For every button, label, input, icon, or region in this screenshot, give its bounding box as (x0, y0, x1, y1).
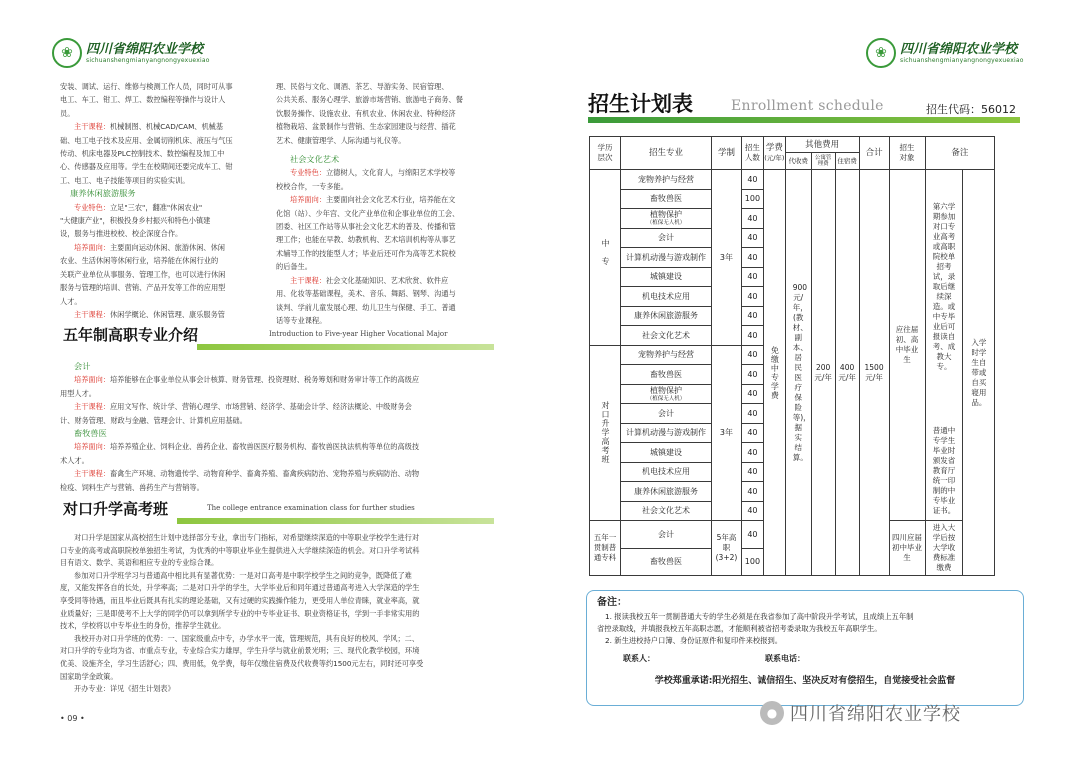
major-name: 计算机动漫与游戏制作 (626, 252, 706, 262)
labeled-line (60, 467, 498, 480)
major-cell (621, 482, 712, 502)
field-text: 社会文化基础知识、艺术欣赏、软件应 (325, 275, 449, 285)
pub-mgmt-cell (811, 170, 835, 576)
text-line: 检疫、饲料生产与营销、兽药生产与营销等。 (60, 482, 204, 492)
count-cell: 40 (741, 501, 763, 521)
school-pinyin: sichuanshengmianyangnongyexuexiao (900, 56, 1024, 64)
text-line: 开办专业：详见《招生计划表》 (74, 684, 175, 694)
major-name: 畜牧兽医 (650, 557, 682, 567)
field-label: 培养面向： (290, 195, 326, 205)
level-cell (590, 345, 621, 521)
major-cell (621, 384, 712, 404)
banner-bar (177, 518, 494, 524)
target-five-cell-text: 四川应届初中毕业生 (892, 533, 923, 562)
remark-cell (925, 170, 963, 521)
text-line: 计、财务管理、财政与金融、管理会计、计算机应用基础。 (60, 415, 247, 425)
text-line: 术辅导工作的技能型人才；毕业后还可作为高等艺术院校 (276, 248, 456, 258)
text-line: 的后备生。 (276, 262, 312, 272)
note-item: 省控录取线，并填报我校五年高职志愿，才能顺利被省招考委录取为我校五年高职学生。 (597, 624, 882, 633)
leaf-icon: ❀ (866, 38, 896, 68)
text-line: 度，又能发挥各自的长处，升学率高；二是对口升学的学生，大学毕业后和同年通过普通高考进入大学深造的学生 (60, 583, 420, 593)
text-line: 理、民俗与文化、调酒、茶艺、导游实务、民宿管理、 (276, 82, 449, 91)
major-cell (621, 521, 712, 549)
count-cell: 40 (741, 404, 763, 424)
major-name: 会计 (658, 408, 674, 418)
remark-five-cell-text: 进入大学后按大学收费标准缴费 (932, 523, 956, 572)
watermark-text: 四川省绵阳农业学校 (790, 704, 961, 725)
major-name: 畜牧兽医 (650, 194, 682, 204)
text-line: 植物栽培、盆景制作与营销、生态家园建设与经营、插花 (276, 122, 456, 132)
major-name: 会计 (658, 529, 674, 539)
text-line: 校校合作，一专多能。 (276, 181, 348, 191)
five-year-en: Introduction to Five-year Higher Vocational Major (269, 330, 448, 338)
text-line: 享受同等待遇，而且毕业后既具有扎实的理论基础，又有过硬的实践操作能力，更受用人单位青睐，就业率高，就 (60, 595, 420, 605)
major-name: 植物保护 (650, 385, 682, 395)
field-text: 立足"三农"，翻准"休闲农业" (109, 202, 203, 212)
header-duration: 学制 (712, 137, 742, 170)
major-title: 畜牧兽医 (74, 428, 107, 439)
field-label: 主干课程： (290, 275, 326, 285)
major-cell (621, 404, 712, 424)
major-name: 城镇建设 (650, 447, 682, 457)
gaokao-section (60, 532, 498, 696)
lodging-cell (835, 170, 859, 576)
text-line: 技术，学校将以中专毕业生的身份，推荐学生就业。 (60, 621, 226, 631)
labeled-line (60, 373, 498, 386)
major-cell (621, 548, 712, 576)
duration-cell: 3年 (712, 170, 742, 346)
notes-items (597, 611, 1013, 647)
major-name: 会计 (658, 233, 674, 243)
watermark (760, 700, 961, 726)
duration-cell-text: 5年高职(3+2) (715, 533, 738, 562)
level-cell-text: 中专 (601, 239, 610, 276)
header-lodging: 住宿费 (835, 153, 859, 170)
target-five-cell (889, 521, 925, 576)
note-item: 1. 报读我校五年一贯制普通大专的学生必须是在我省参加了高中阶段升学考试，且成绩上五年制 (605, 612, 914, 621)
field-label: 主干课程： (74, 402, 110, 412)
text-line: 础、电工电子技术及应用、金属切削机床、液压与气压 (60, 135, 233, 145)
major-cell (621, 170, 712, 190)
count-cell: 40 (741, 521, 763, 549)
header-agency: 代收费 (785, 153, 811, 170)
text-line: 艺术、健康管理学、人际沟通与礼仪等。 (276, 135, 406, 145)
gaokao-title: 对口升学高考班 (63, 500, 169, 518)
major-cell (621, 248, 712, 268)
count-cell: 40 (741, 345, 763, 365)
text-line: 公共关系、服务心理学、旅游市场营销、旅游电子商务、餐 (276, 95, 463, 105)
header-tuition-unit: (元/年) (764, 154, 785, 162)
labeled-line (60, 440, 498, 453)
major-cell (621, 326, 712, 346)
field-text: 畜禽生产环境、动物遗传学、动物育种学、畜禽养殖、畜禽疾病防治、宠物养殖与疾病防治、动物 (109, 469, 420, 479)
text-line: 心、传感器及应用等。学生在校期间还要完成车工、钳 (60, 162, 233, 172)
tuition-cell (763, 170, 785, 576)
text-line: 传动、机床电器及PLC控制技术、数控编程及加工中 (60, 149, 225, 159)
contact-person: 联系人： (623, 654, 655, 663)
tuition-cell-text: 免缴中专学费 (770, 345, 780, 400)
major-name: 康养休闲旅游服务 (634, 486, 698, 496)
major-name: 社会文化艺术 (642, 330, 690, 340)
remark-five-cell (925, 521, 963, 576)
text-line: 用型人才。 (60, 388, 96, 398)
header-target (889, 137, 925, 170)
remark-c-cell-text: 入学时学生自带或自买寝用品。 (971, 337, 987, 407)
header-count-text: 招生人数 (744, 143, 760, 162)
major-cell (621, 365, 712, 385)
major-cell (621, 462, 712, 482)
notes-box (586, 590, 1024, 706)
labeled-line (60, 120, 272, 133)
major-name: 城镇建设 (650, 272, 682, 282)
header-tuition-label: 学费 (765, 143, 783, 153)
text-line: 农业、生活休闲等休闲行业，培养能在休闲行业的 (60, 256, 219, 266)
major-sub: （植保无人机） (646, 220, 686, 227)
text-line: 理工作；也能在早教、幼教机构、艺术培训机构等从事艺 (276, 235, 456, 245)
enrollment-table (589, 136, 1024, 576)
labeled-line (60, 308, 272, 321)
major-cell (621, 189, 712, 209)
field-text: 主要面向社会文化艺术行业，培养能在文 (325, 195, 456, 205)
major-cell (621, 423, 712, 443)
school-name: 四川省绵阳农业学校 (900, 41, 1018, 57)
major-name: 康养休闲旅游服务 (634, 311, 698, 321)
text-line: 设，服务与推进校校、校企深度合作。 (60, 229, 183, 239)
major-cell (621, 267, 712, 287)
text-line: 对口升学的专业均为省、市重点专业，专业综合实力雄厚，学生升学与就业前景光明；三、现代化教学校园，环境 (60, 646, 420, 656)
text-line: 服务与管理的培训、营销、产品开发等工作的应用型 (60, 283, 226, 293)
count-cell: 40 (741, 228, 763, 248)
labeled-line (276, 274, 494, 287)
text-line: 话等专业课程。 (276, 315, 327, 325)
field-label: 专业特色： (290, 168, 326, 178)
text-line: 优美、设施齐全，学习生活舒心；四、费用低，免学费，每年仅缴住宿费及代收费等约1500元左右，同时还可享受 (60, 658, 424, 668)
major-cell (621, 287, 712, 307)
notes-title: 备注： (597, 597, 627, 608)
school-pinyin: sichuanshengmianyangnongyexuexiao (86, 56, 210, 64)
text-line: 关联产业单位从事服务、管理工作，也可以进行休闲 (60, 269, 226, 279)
text-line: 安装、调试、运行、维修与検测工作人员，同时可从事 (60, 82, 233, 91)
field-label: 主干课程： (74, 309, 110, 319)
remark-c-cell (963, 170, 995, 576)
major-title: 社会文化艺术 (290, 154, 340, 165)
count-cell: 40 (741, 170, 763, 190)
remark-a: 第六学期参加对口专业高考或高职院校单招考试，录取后继续深造。或中专毕业后可报读自考、成教大专。 (932, 202, 956, 371)
count-cell: 40 (741, 306, 763, 326)
text-line: 工、电工、电子技能等项目的实验实训。 (60, 175, 190, 185)
header-major: 招生专业 (621, 137, 712, 170)
level-cell (590, 521, 621, 576)
field-label: 培养面向： (74, 442, 110, 452)
text-line: 业质量好；三是即使考不上大学的同学仍可以拿到所学专业的中专毕业证书、职业资格证书，学到一手非常实用的 (60, 608, 420, 618)
school-logo-right (866, 38, 1024, 68)
major-cell (621, 306, 712, 326)
text-line: 饮服务操作、设施农业、有机农业、休闲农业、特种经济 (276, 108, 456, 118)
text-line: 口专业的高考或高职院校单独招生考试，为优秀的中等职业毕业生提供进入大学继续深造的机会。对口升学考试科 (60, 545, 420, 555)
enrollment-header (588, 88, 1020, 124)
field-label: 主干课程： (74, 122, 110, 132)
major-name: 机电技术应用 (642, 291, 690, 301)
field-text: 休闲学概论、休闲管理、康乐服务管 (109, 309, 225, 319)
labeled-line (60, 400, 498, 413)
major-cell (621, 209, 712, 229)
count-cell: 40 (741, 462, 763, 482)
text-line: 员。 (60, 108, 75, 118)
text-line: 术人才。 (60, 455, 89, 465)
field-text: 应用文写作、统计学、营销心理学、市场营销、经济学、基础会计学、经济法概论、中级财务会 (109, 402, 412, 412)
five-year-title: 五年制高职专业介绍 (63, 326, 199, 344)
banner-bar (197, 344, 494, 350)
agency-cell (785, 170, 811, 576)
target-cell (889, 170, 925, 521)
field-label: 专业特色： (74, 202, 110, 212)
major-cell (621, 345, 712, 365)
major-name: 植物保护 (650, 210, 682, 220)
left-column-1 (60, 80, 272, 321)
labeled-line (60, 241, 272, 254)
header-remark: 备注 (925, 137, 995, 170)
lodging-cell-text: 400元/年 (838, 362, 856, 382)
major-cell (621, 501, 712, 521)
major-name: 计算机动漫与游戏制作 (626, 428, 706, 438)
header-total: 合计 (859, 137, 889, 170)
header-other: 其他费用 (785, 137, 859, 153)
enrollment-title: 招生计划表 (588, 91, 693, 116)
level-cell (590, 170, 621, 346)
five-year-banner (57, 322, 494, 348)
major-name: 宠物养护与经营 (638, 174, 694, 184)
header-bar (588, 117, 1020, 123)
text-line: 电工、车工、钳工、焊工、数控编程等操作与设计人 (60, 95, 226, 105)
leaf-icon: ❀ (52, 38, 82, 68)
major-name: 宠物养护与经营 (638, 350, 694, 360)
five-year-section (60, 360, 498, 494)
agency-cell-text: 900元/年，(教材、副本、居民医疗保险等)，据实结算。 (792, 282, 811, 462)
major-title: 康养休闲旅游服务 (70, 188, 136, 199)
text-line: 人才。 (60, 296, 82, 306)
wechat-icon: ● (760, 701, 784, 725)
header-level-text: 学历层次 (597, 143, 613, 162)
field-text: 机械制图、机械CAD/CAM、机械基 (109, 122, 224, 132)
count-cell: 40 (741, 384, 763, 404)
count-cell: 40 (741, 267, 763, 287)
field-label: 主干课程： (74, 469, 110, 479)
field-text: 培养养殖企业、饲料企业、兽药企业、畜牧兽医医疗服务机构、畜牧兽医执法机构等单位的高级技 (109, 442, 420, 452)
text-line: 化馆（站）、少年宫、文化产业单位和企事业单位的工会、 (276, 208, 460, 218)
count-cell: 40 (741, 248, 763, 268)
labeled-line (276, 193, 494, 206)
header-tuition (763, 137, 785, 170)
header-level (590, 137, 621, 170)
count-cell: 100 (741, 189, 763, 209)
page-number: • 09 • (60, 714, 85, 723)
major-sub: （植保无人机） (646, 395, 686, 402)
field-text: 立德树人，文化育人，与绵阳艺术学校等 (325, 168, 456, 178)
field-text: 培养能够在企事业单位从事会计核算、财务管理、投资理财、税务筹划和财务审计等工作的高级应 (109, 375, 420, 385)
count-cell: 40 (741, 482, 763, 502)
note-item: 2. 新生进校持户口簿、身份证原件和复印件来校报到。 (605, 636, 783, 645)
school-pledge: 学校郑重承诺:阳光招生、诚信招生、坚决反对有偿招生，自觉接受社会监督 (654, 676, 956, 686)
field-label: 培养面向： (74, 375, 110, 385)
text-line: 参加对口升学班学习与普通高中相比具有显著优势：一是对口高考是中职学校学生之间的竞争，既降低了难 (74, 570, 412, 580)
header-count (741, 137, 763, 170)
remark-b: 普通中专学生毕业时颁发省教育厅统一印制的中专毕业证书。 (932, 426, 956, 515)
major-cell (621, 443, 712, 463)
text-line: 团委、社区工作站等从事社会文化艺术的普及、传播和管 (276, 222, 456, 232)
enrollment-title-en: Enrollment schedule (731, 98, 884, 114)
count-cell: 40 (741, 209, 763, 229)
count-cell: 40 (741, 287, 763, 307)
count-cell: 100 (741, 548, 763, 576)
text-line: "大健康产业"，积极投身乡村振兴和特色小镇建 (60, 216, 211, 226)
count-cell: 40 (741, 365, 763, 385)
pub-mgmt-cell-text: 200元/年 (814, 362, 832, 382)
text-line: 目有语文、数学、英语和相应专业的专业综合课。 (60, 558, 219, 568)
major-title: 会计 (74, 361, 91, 371)
labeled-line (276, 166, 494, 179)
total-cell (859, 170, 889, 576)
field-text: 主要面向运动休闲、旅游休闲、休闲 (109, 242, 225, 252)
text-line: 用、化妆等基础课程，美术、音乐、舞蹈、钢琴、沟通与 (276, 289, 456, 299)
major-name: 畜牧兽医 (650, 369, 682, 379)
count-cell: 40 (741, 326, 763, 346)
count-cell: 40 (741, 443, 763, 463)
gaokao-banner (57, 496, 494, 522)
enrollment-code: 招生代码：56012 (926, 103, 1016, 116)
text-line: 我校开办对口升学班的优势：一、国家级重点中专，办学水平一流，管理规范，具有良好的校风、学风；二、 (74, 633, 420, 643)
school-name: 四川省绵阳农业学校 (86, 41, 204, 57)
header-pub-mgmt-text: 公寓管理费 (814, 155, 832, 167)
total-cell-text: 1500元/年 (864, 362, 884, 382)
duration-cell: 3年 (712, 345, 742, 521)
contact-phone: 联系电话： (765, 654, 805, 663)
count-cell: 40 (741, 423, 763, 443)
labeled-line (60, 201, 272, 214)
text-line: 国家助学金政策。 (60, 671, 118, 681)
level-cell-text: 对口升学高考班 (601, 401, 610, 465)
major-name: 社会文化艺术 (642, 506, 690, 516)
level-cell-text: 五年一贯制普通专科 (593, 533, 617, 562)
major-name: 机电技术应用 (642, 467, 690, 477)
text-line: 对口升学是国家从高校招生计划中选择部分专业，拿出专门指标，对希望继续深造的中等职业学校学生进行对 (74, 533, 420, 542)
target-cell-text: 应往届初、高中毕业生 (895, 325, 919, 364)
field-label: 培养面向： (74, 242, 110, 252)
duration-cell (712, 521, 742, 576)
header-target-text: 招生对象 (899, 143, 915, 162)
header-pub-mgmt (811, 153, 835, 170)
text-line: 谈判、学前儿童发展心理、幼儿卫生与保健、手工、普通 (276, 302, 456, 312)
table-row (590, 170, 1024, 190)
school-logo-left (52, 38, 210, 68)
left-column-2 (276, 80, 494, 327)
major-cell (621, 228, 712, 248)
gaokao-en: The college entrance examination class for further studies (207, 504, 415, 512)
